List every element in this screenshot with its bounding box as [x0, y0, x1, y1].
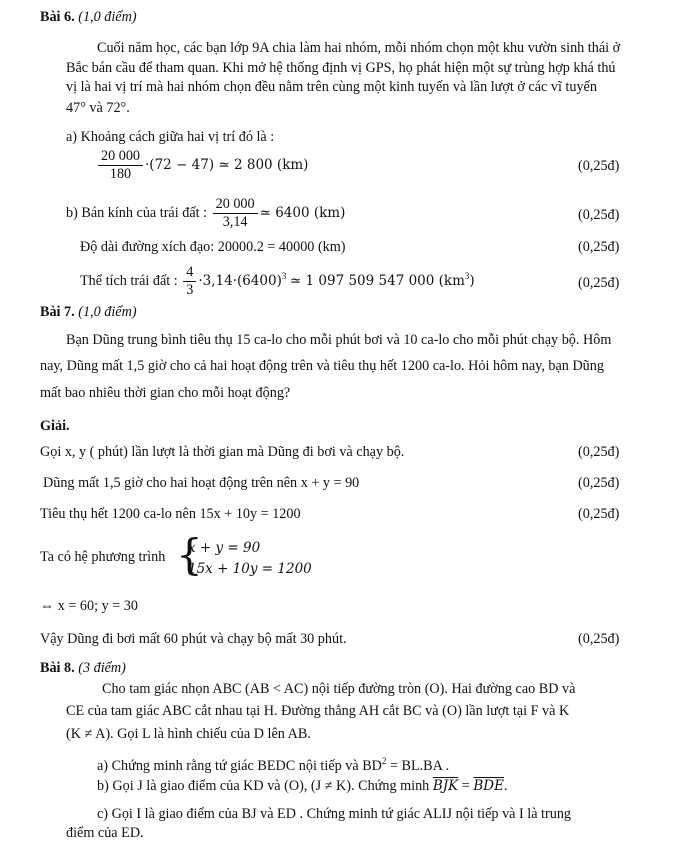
- bai7-system-row2: 15x + 10y = 1200: [188, 561, 312, 577]
- bai6-equator-line: Độ dài đường xích đạo: 20000.2 = 40000 (km): [80, 239, 346, 255]
- bai8-part-b: [97, 777, 508, 795]
- brace-icon: {: [176, 530, 203, 579]
- bai8-score: (3 điểm): [78, 660, 126, 676]
- bai6-b-numerator: 20 000: [213, 196, 258, 214]
- bai6-volume-label: Thể tích trái đất :: [80, 272, 178, 289]
- bai8-intro-line2: CE của tam giác ABC cắt nhau tại H. Đường thẳng AH cắt BC và (O) lần lượt tại F và K: [66, 703, 570, 719]
- bai7-system-label: Ta có hệ phương trình: [40, 549, 166, 565]
- bai6-volume-numerator: 4: [183, 264, 196, 282]
- bai6-b-label: b) Bán kính của trái đất :: [66, 204, 208, 221]
- bai6-intro-line2: Bắc bán cầu để tham quan. Khi mở hệ thống định vị GPS, họ phát hiện một sự trùng hợp khá thú: [66, 60, 616, 76]
- bai7-conclusion-points: (0,25đ): [578, 631, 620, 647]
- bai6-equator-points: (0,25đ): [578, 239, 620, 255]
- bai6-a-denominator: 180: [109, 166, 132, 182]
- bai7-step2-points: (0,25đ): [578, 475, 620, 491]
- bai6-volume-close: ): [469, 272, 475, 289]
- bai6-volume-fraction: [183, 264, 196, 299]
- bai7-intro-line2: nay, Dũng mất 1,5 giờ cho cả hai hoạt động trên và tiêu thụ hết 1200 ca-lo. Hỏi hôm nay, bạn Dũng: [40, 358, 604, 374]
- bai6-volume-points: (0,25đ): [578, 275, 620, 291]
- bai6-b-points: (0,25đ): [578, 207, 620, 223]
- bai7-intro-line3: mất bao nhiêu thời gian cho mỗi hoạt động?: [40, 385, 291, 401]
- bai6-intro-line3: vị là hai vị trí mà hai nhóm chọn đều nằm trên cùng một kinh tuyến và lần lượt ở các vĩ tuyến: [66, 79, 597, 95]
- bai7-conclusion: Vậy Dũng đi bơi mất 60 phút và chạy bộ mất 30 phút.: [40, 631, 347, 647]
- bai8-part-b-text: b) Gọi J là giao điểm của KD và (O), (J ≠ K). Chứng minh: [97, 778, 433, 794]
- bai7-system-row1: x + y = 90: [188, 540, 261, 556]
- bai6-volume-unit-exponent: 3: [464, 270, 470, 281]
- bai8-arc-bde: $\overline{BDE}$: [473, 778, 504, 794]
- bai6-volume-formula: [80, 264, 475, 299]
- bai6-b-fraction: [213, 196, 258, 231]
- bai7-title: Bài 7.: [40, 304, 75, 320]
- bai8-part-c-line2: điểm của ED.: [66, 825, 144, 841]
- bai6-b-expression: ≃ 6400 (km): [259, 204, 346, 221]
- bai7-solution: ⇔ x = 60; y = 30: [40, 598, 138, 614]
- bai6-b-formula: [66, 196, 345, 231]
- bai8-part-b-end: .: [503, 778, 508, 794]
- bai7-step2: Dũng mất 1,5 giờ cho hai hoạt động trên nên x + y = 90: [43, 475, 360, 491]
- bai8-part-b-equals: =: [458, 778, 474, 794]
- bai6-volume-result: ≃ 1 097 509 547 000 (km: [289, 272, 465, 289]
- bai6-score: (1,0 điểm): [78, 9, 137, 25]
- bai8-part-c-line1: c) Gọi I là giao điểm của BJ và ED . Chứng minh tứ giác ALIJ nội tiếp và I là trung: [97, 806, 572, 822]
- bai8-arc-bjk: $\overline{BJK}$: [432, 778, 459, 794]
- bai6-volume-exponent: 3: [281, 270, 287, 281]
- bai6-title: Bài 6.: [40, 9, 75, 25]
- bai7-step3: Tiêu thụ hết 1200 ca-lo nên 15x + 10y = 1200: [40, 506, 301, 522]
- bai8-intro-line1: Cho tam giác nhọn ABC (AB < AC) nội tiếp đường tròn (O). Hai đường cao BD và: [102, 681, 576, 697]
- bai6-heading: [40, 8, 137, 26]
- bai6-a-numerator: 20 000: [98, 148, 143, 166]
- bai6-a-question: a) Khoảng cách giữa hai vị trí đó là :: [66, 129, 275, 145]
- bai6-a-fraction: [98, 148, 143, 183]
- bai8-part-a: [97, 752, 449, 775]
- bai8-title: Bài 8.: [40, 660, 75, 676]
- bai6-b-denominator: 3,14: [222, 214, 248, 230]
- bai6-a-formula: [96, 148, 308, 183]
- bai8-part-a-end: = BL.BA .: [386, 758, 450, 774]
- bai7-equation-system: [176, 530, 312, 580]
- bai6-volume-denominator: 3: [186, 282, 194, 298]
- bai6-intro-line1: Cuối năm học, các bạn lớp 9A chia làm hai nhóm, mỗi nhóm chọn một khu vườn sinh thái ở: [97, 40, 621, 56]
- bai7-score: (1,0 điểm): [78, 304, 137, 320]
- bai7-intro-line1: Bạn Dũng trung bình tiêu thụ 15 ca-lo cho mỗi phút bơi và 10 ca-lo cho mỗi phút chạy bộ. Hôm: [66, 332, 612, 348]
- bai6-a-expression: ·(72 − 47) ≃ 2 800 (km): [145, 156, 309, 173]
- bai6-intro-line4: 47° và 72°.: [66, 100, 130, 116]
- bai6-volume-expression: ·3,14·(6400): [198, 272, 282, 289]
- bai8-part-a-exponent: 2: [381, 756, 387, 766]
- bai8-intro-line3: (K ≠ A). Gọi L là hình chiếu của D lên AB.: [66, 726, 311, 742]
- bai8-part-a-text: a) Chứng minh rằng tứ giác BEDC nội tiếp và BD: [97, 758, 382, 774]
- bai7-heading: [40, 303, 137, 321]
- bai8-heading: [40, 659, 126, 677]
- bai7-step1: Gọi x, y ( phút) lần lượt là thời gian mà Dũng đi bơi và chạy bộ.: [40, 444, 405, 460]
- bai6-a-points: (0,25đ): [578, 158, 620, 174]
- bai7-step3-points: (0,25đ): [578, 506, 620, 522]
- bai7-step1-points: (0,25đ): [578, 444, 620, 460]
- bai7-solution-heading: Giải.: [40, 418, 70, 434]
